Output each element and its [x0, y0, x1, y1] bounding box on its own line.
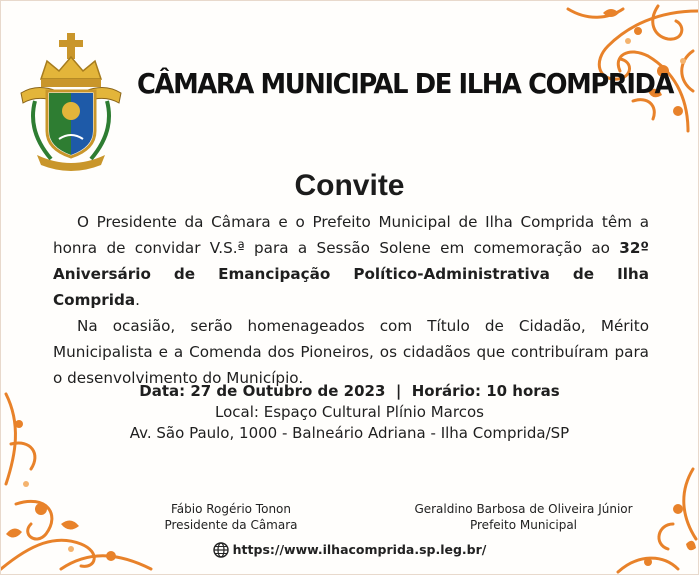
coat-of-arms-icon	[17, 31, 125, 171]
signer-name: Fábio Rogério Tonon	[170, 502, 291, 516]
invite-paragraph-1: O Presidente da Câmara e o Prefeito Municipal de Ilha Comprida têm a honra de convidar V.S.ª para a Sessão Solene em comemoração ao 32º Aniversário de Emancipação Político-Administrativa de Ilha Comprida.	[53, 213, 649, 309]
event-details	[1, 381, 698, 444]
event-date-time: Data: 27 de Outubro de 2023 | Horário: 10 horas	[139, 382, 560, 400]
footer-website	[1, 542, 698, 558]
signature-mayor	[396, 501, 651, 533]
event-venue: Local: Espaço Cultural Plínio Marcos	[215, 403, 484, 421]
signer-role: Prefeito Municipal	[469, 518, 577, 532]
globe-icon	[213, 542, 229, 558]
signature-president	[141, 501, 321, 533]
website-link[interactable]: https://www.ilhacomprida.sp.leg.br/	[232, 542, 487, 557]
invite-heading: Convite	[294, 169, 405, 202]
signer-role: Presidente da Câmara	[164, 518, 298, 532]
signer-name: Geraldino Barbosa de Oliveira Júnior	[414, 502, 633, 516]
event-address: Av. São Paulo, 1000 - Balneário Adriana - Ilha Comprida/SP	[129, 424, 570, 442]
anniversary-highlight: 32º Aniversário de Emancipação Político-Administrativa de Ilha Comprida	[53, 239, 649, 309]
invite-body	[53, 209, 649, 391]
institution-title: CÂMARA MUNICIPAL DE ILHA COMPRIDA	[137, 67, 674, 100]
invite-paragraph-2: Na ocasião, serão homenageados com Título de Cidadão, Mérito Municipalista e a Comenda dos Pioneiros, os cidadãos que contribuíram para o desenvolvimento do Município.	[53, 317, 649, 387]
